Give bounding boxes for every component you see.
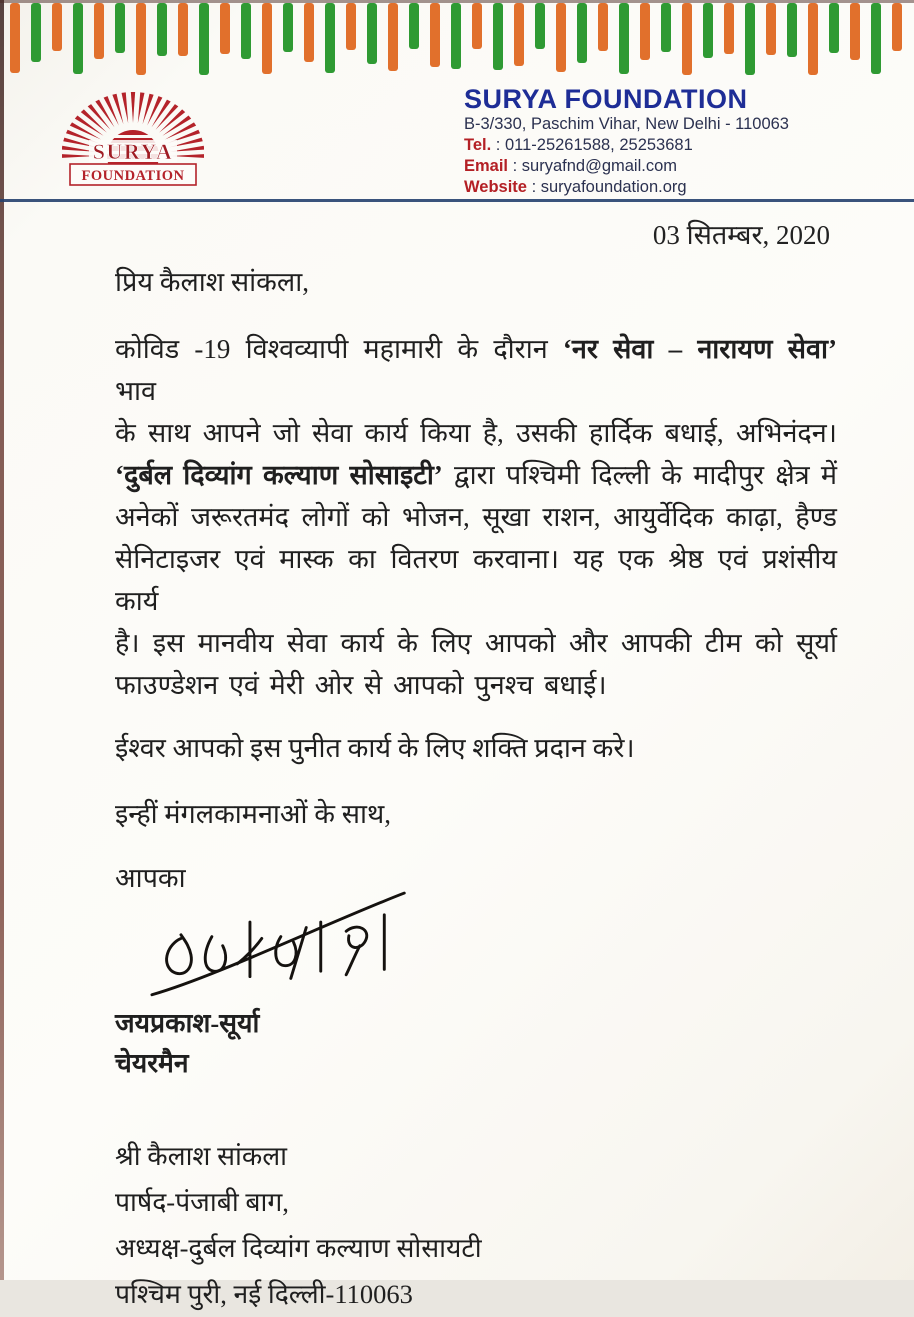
fringe-bar (451, 3, 461, 69)
fringe-bar (787, 3, 797, 57)
sun-ray (122, 92, 129, 123)
fringe-bar (178, 3, 188, 56)
fringe-bar (115, 3, 125, 53)
fringe-bar (682, 3, 692, 75)
fringe-bar (367, 3, 377, 64)
sun-ray (143, 94, 154, 124)
logo-foundation-text: FOUNDATION (81, 168, 185, 184)
fringe-bar (325, 3, 335, 73)
surya-foundation-logo (62, 84, 204, 190)
para1-line2: के साथ आपने जो सेवा कार्य किया है, उसकी हार्दिक बधाई, अभिनंदन। (115, 418, 837, 448)
para1-line6: है। इस मानवीय सेवा कार्य के लिए आपको और आपकी टीम को सूर्या (115, 628, 837, 658)
fringe-bar (514, 3, 524, 66)
fringe-bar (136, 3, 146, 75)
letterhead-contact-block (464, 84, 834, 198)
closing-line: इन्हीं मंगलकामनाओं के साथ, (115, 799, 391, 829)
yours-line: आपका (115, 863, 186, 893)
website-label: Website (464, 178, 527, 196)
signatory-title: चेयरमैन (115, 1048, 189, 1078)
org-name: SURYA FOUNDATION (464, 84, 748, 114)
tricolor-fringe (10, 3, 908, 77)
org-tel: Tel. : 011-25261588, 25253681 (464, 136, 693, 154)
fringe-bar (724, 3, 734, 54)
fringe-bar (262, 3, 272, 74)
fringe-bar (766, 3, 776, 55)
fringe-bar (73, 3, 83, 74)
email-label: Email (464, 157, 509, 175)
fringe-bar (472, 3, 482, 49)
paragraph-1 (115, 328, 837, 706)
salutation: प्रिय कैलाश सांकला, (115, 267, 309, 297)
handwritten-signature (129, 884, 429, 1002)
org-email: Email : suryafnd@gmail.com (464, 157, 678, 175)
email-value: suryafnd@gmail.com (521, 157, 678, 175)
tel-label: Tel. (464, 136, 492, 154)
sun-ray (138, 92, 145, 123)
website-value: suryafoundation.org (540, 178, 687, 196)
fringe-bar (430, 3, 440, 67)
fringe-bar (871, 3, 881, 74)
recipient-designation-2: अध्यक्ष-दुर्बल दिव्यांग कल्याण सोसायटी (115, 1233, 482, 1263)
recipient-name: श्री कैलाश सांकला (115, 1141, 288, 1171)
photo-left-edge (0, 0, 4, 1280)
fringe-bar (535, 3, 545, 49)
fringe-bar (31, 3, 41, 62)
fringe-bar (745, 3, 755, 75)
fringe-bar (703, 3, 713, 58)
fringe-bar (283, 3, 293, 52)
fringe-bar (10, 3, 20, 73)
fringe-bar (619, 3, 629, 74)
para1-line1: कोविड -19 विश्वव्यापी महामारी के दौरान ‘नर सेवा – नारायण सेवा’ भाव (115, 334, 837, 406)
header-divider (0, 199, 914, 202)
letterhead (62, 84, 852, 198)
fringe-bar (640, 3, 650, 60)
fringe-bar (346, 3, 356, 50)
fringe-bar (850, 3, 860, 60)
sun-ray (112, 94, 123, 124)
recipient-designation-1: पार्षद-पंजाबी बाग, (115, 1187, 289, 1217)
fringe-bar (577, 3, 587, 63)
letter-date: 03 सितम्बर, 2020 (652, 220, 830, 250)
fringe-bar (157, 3, 167, 56)
fringe-bar (241, 3, 251, 59)
tel-value: 011-25261588, 25253681 (504, 136, 693, 154)
signatory-name: जयप्रकाश-सूर्या (115, 1008, 260, 1038)
fringe-bar (52, 3, 62, 51)
paragraph-2: ईश्वर आपको इस पुनीत कार्य के लिए शक्ति प्रदान करे। (115, 733, 635, 763)
fringe-bar (304, 3, 314, 62)
para1-line3: ‘दुर्बल दिव्यांग कल्याण सोसाइटी’ द्वारा पश्चिमी दिल्ली के मादीपुर क्षेत्र में (115, 460, 837, 490)
logo-surya-text: SURYA (92, 139, 174, 164)
recipient-address: पश्चिम पुरी, नई दिल्ली-110063 (115, 1279, 413, 1309)
fringe-bar (892, 3, 902, 51)
para1-line7: फाउण्डेशन एवं मेरी ओर से आपको पुनश्च बधाई। (115, 670, 607, 700)
fringe-bar (220, 3, 230, 54)
org-address: B-3/330, Paschim Vihar, New Delhi - 110063 (464, 115, 789, 133)
fringe-bar (556, 3, 566, 72)
fringe-bar (808, 3, 818, 75)
fringe-bar (94, 3, 104, 59)
recipient-block (115, 1133, 837, 1317)
fringe-bar (493, 3, 503, 70)
sun-ray (131, 92, 135, 123)
para1-line5: सेनिटाइजर एवं मास्क का वितरण करवाना। यह एक श्रेष्ठ एवं प्रशंसीय कार्य (115, 544, 838, 616)
fringe-bar (388, 3, 398, 71)
org-website: Website : suryafoundation.org (464, 178, 687, 196)
letter-body (115, 262, 837, 1317)
fringe-bar (598, 3, 608, 51)
fringe-bar (409, 3, 419, 49)
para1-line4: अनेकों जरूरतमंद लोगों को भोजन, सूखा राशन, आयुर्वेदिक काढ़ा, हैण्ड (115, 502, 837, 532)
fringe-bar (199, 3, 209, 75)
fringe-bar (661, 3, 671, 52)
fringe-bar (829, 3, 839, 53)
